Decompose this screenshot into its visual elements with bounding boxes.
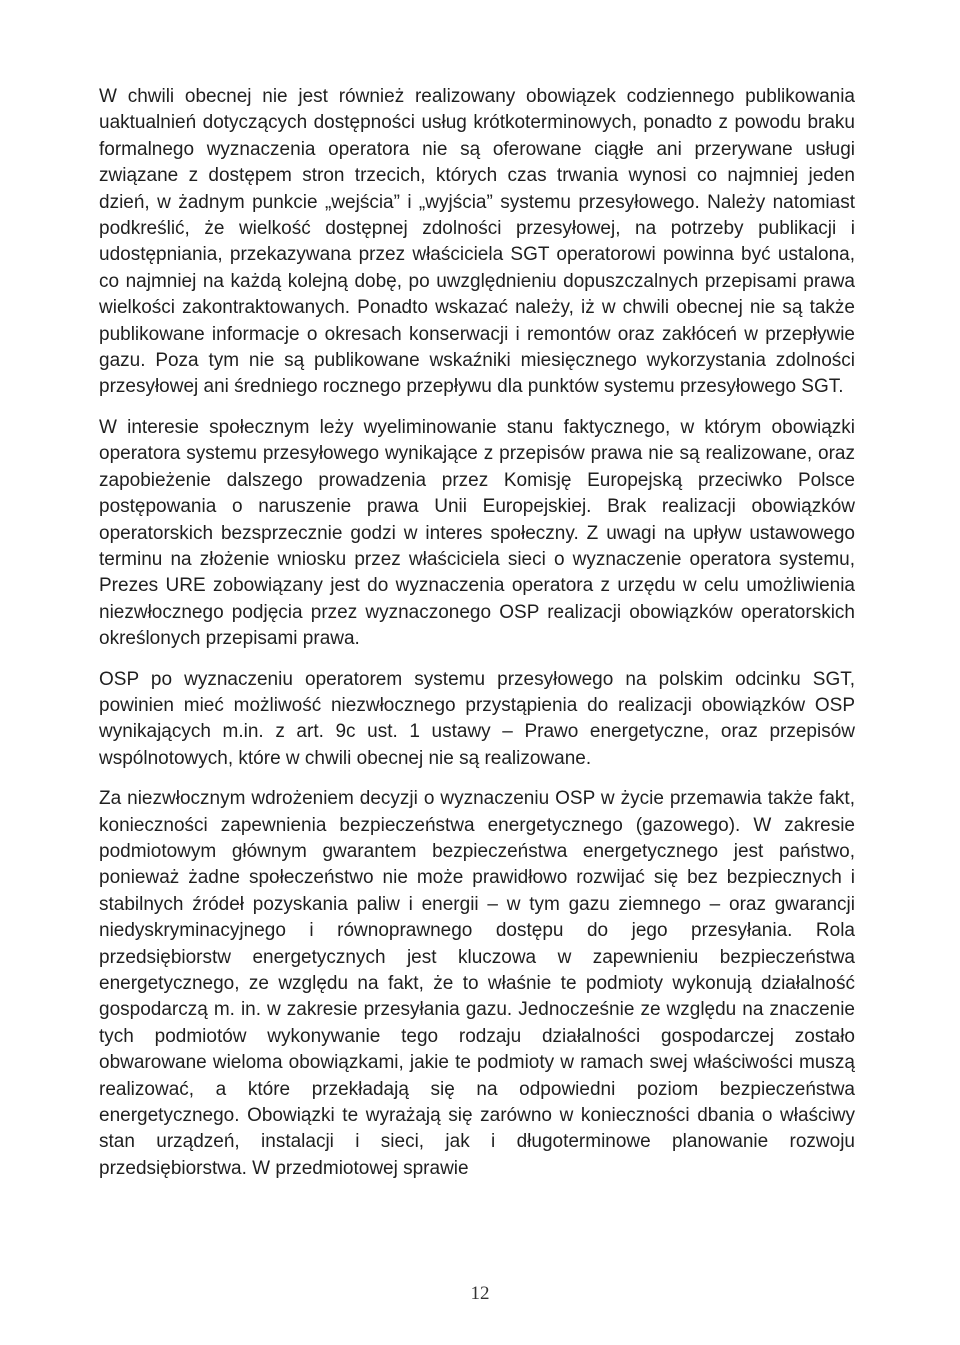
- document-body: [99, 84, 855, 1196]
- page-number: 12: [470, 1283, 490, 1304]
- paragraph-2: W interesie społecznym leży wyeliminowanie stanu faktycznego, w którym obowiązki operatora systemu przesyłowego wynikające z przepisów prawa nie są realizowane, oraz zapobieżenie dalszego prowadzenia przez Komisję Europejską przeciwko Polsce postępowania o naruszenie prawa Unii Europejskiej. Brak realizacji obowiązków operatorskich bezsprzecznie godzi w interes społeczny. Z uwagi na upływ ustawowego terminu na złożenie wniosku przez właściciela sieci o wyznaczenie operatora systemu, Prezes URE zobowiązany jest do wyznaczenia operatora z urzędu w celu umożliwienia niezwłocznego podjęcia przez wyznaczonego OSP realizacji obowiązków operatorskich określonych przepisami prawa.: [99, 416, 855, 650]
- paragraph-4: Za niezwłocznym wdrożeniem decyzji o wyznaczeniu OSP w życie przemawia także fakt, konieczności zapewnienia bezpieczeństwa energetycznego (gazowego). W zakresie podmiotowym głównym gwarantem bezpieczeństwa energetycznego jest państwo, ponieważ żadne społeczeństwo nie może prawidłowo rozwijać się bez bezpiecznych i stabilnych źródeł pozyskania paliw i energii – w tym gazu ziemnego – oraz gwarancji niedyskryminacyjnego i równoprawnego dostępu do jego przesyłania. Rola przedsiębiorstw energetycznych jest kluczowa w zapewnieniu bezpieczeństwa energetycznego, ze względu na fakt, że to właśnie te podmioty wykonują działalność gospodarczą m. in. w zakresie przesyłania gazu. Jednocześnie ze względu na znaczenie tych podmiotów wykonywanie tego rodzaju działalności gospodarczej zostało obwarowane wieloma obowiązkami, jakie te podmioty w ramach swej właściwości muszą realizować, a które przekładają się na odpowiedni poziom bezpieczeństwa energetycznego. Obowiązki te wyrażają się zarówno w konieczności dbania o właściwy stan urządzeń, instalacji i sieci, jak i długoterminowe planowanie rozwoju przedsiębiorstwa. W przedmiotowej sprawie: [99, 788, 855, 1179]
- paragraph-1: W chwili obecnej nie jest również realizowany obowiązek codziennego publikowania uaktualnień dotyczących dostępności usług krótkoterminowych, ponadto z powodu braku formalnego wyznaczenia operatora nie są oferowane ciągłe ani przerywane usługi związane z dostępem stron trzecich, których czas trwania wynosi co najmniej jeden dzień, w żadnym punkcie „wejścia” i „wyjścia” systemu przesyłowego. Należy natomiast podkreślić, że wielkość dostępnej zdolności przesyłowej, na potrzeby publikacji i udostępniania, przekazywana przez właściciela SGT operatorowi powinna być ustalona, co najmniej na każdą kolejną dobę, po uwzględnieniu dopuszczalnych przepisami prawa wielkości zakontraktowanych. Ponadto wskazać należy, iż w chwili obecnej nie są także publikowane informacje o okresach konserwacji i remontów oraz zakłóceń w przepływie gazu. Poza tym nie są publikowane wskaźniki miesięcznego wykorzystania zdolności przesyłowej ani średniego rocznego przepływu dla punktów systemu przesyłowego SGT.: [99, 86, 855, 398]
- paragraph-3: OSP po wyznaczeniu operatorem systemu przesyłowego na polskim odcinku SGT, powinien mieć możliwość niezwłocznego przystąpienia do realizacji obowiązków OSP wynikających m.in. z art. 9c ust. 1 ustawy – Prawo energetyczne, oraz przepisów wspólnotowych, które w chwili obecnej nie są realizowane.: [99, 668, 855, 769]
